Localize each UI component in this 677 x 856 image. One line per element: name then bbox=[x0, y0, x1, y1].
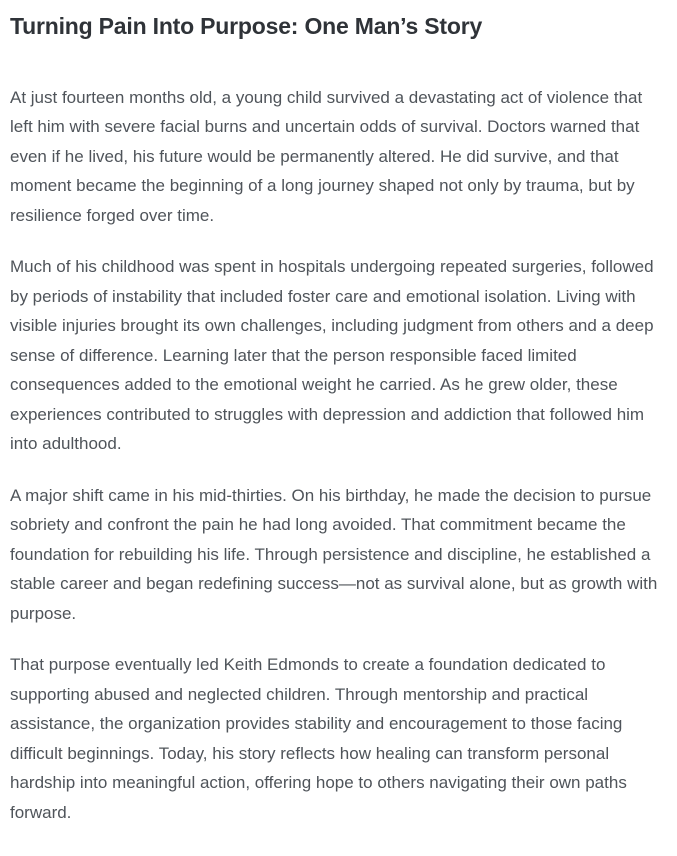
article-body bbox=[10, 83, 667, 828]
page-title: Turning Pain Into Purpose: One Man’s Story bbox=[10, 13, 483, 39]
paragraph-4: That purpose eventually led Keith Edmonds to create a foundation dedicated to supporting abused and neglected children. Through mentorship and practical assistance, the organization provides stability and encouragement to those facing difficult beginnings. Today, his story reflects how healing can transform personal hardship into meaningful action, offering hope to others navigating their own paths forward. bbox=[10, 655, 627, 822]
paragraph-1: At just fourteen months old, a young child survived a devastating act of violence that left him with severe facial burns and uncertain odds of survival. Doctors warned that even if he lived, his future would be permanently altered. He did survive, and that moment became the beginning of a long journey shaped not only by trauma, but by resilience forged over time. bbox=[10, 87, 643, 225]
paragraph-3: A major shift came in his mid-thirties. On his birthday, he made the decision to pursue sobriety and confront the pain he had long avoided. That commitment became the foundation for rebuilding his life. Through persistence and discipline, he established a stable career and began redefining success—not as survival alone, but as growth with purpose. bbox=[10, 485, 658, 623]
paragraph-2: Much of his childhood was spent in hospitals undergoing repeated surgeries, followed by periods of instability that included foster care and emotional isolation. Living with visible injuries brought its own challenges, including judgment from others and a deep sense of difference. Learning later that the person responsible faced limited consequences added to the emotional weight he carried. As he grew older, these experiences contributed to struggles with depression and addiction that followed him into adulthood. bbox=[10, 257, 654, 454]
